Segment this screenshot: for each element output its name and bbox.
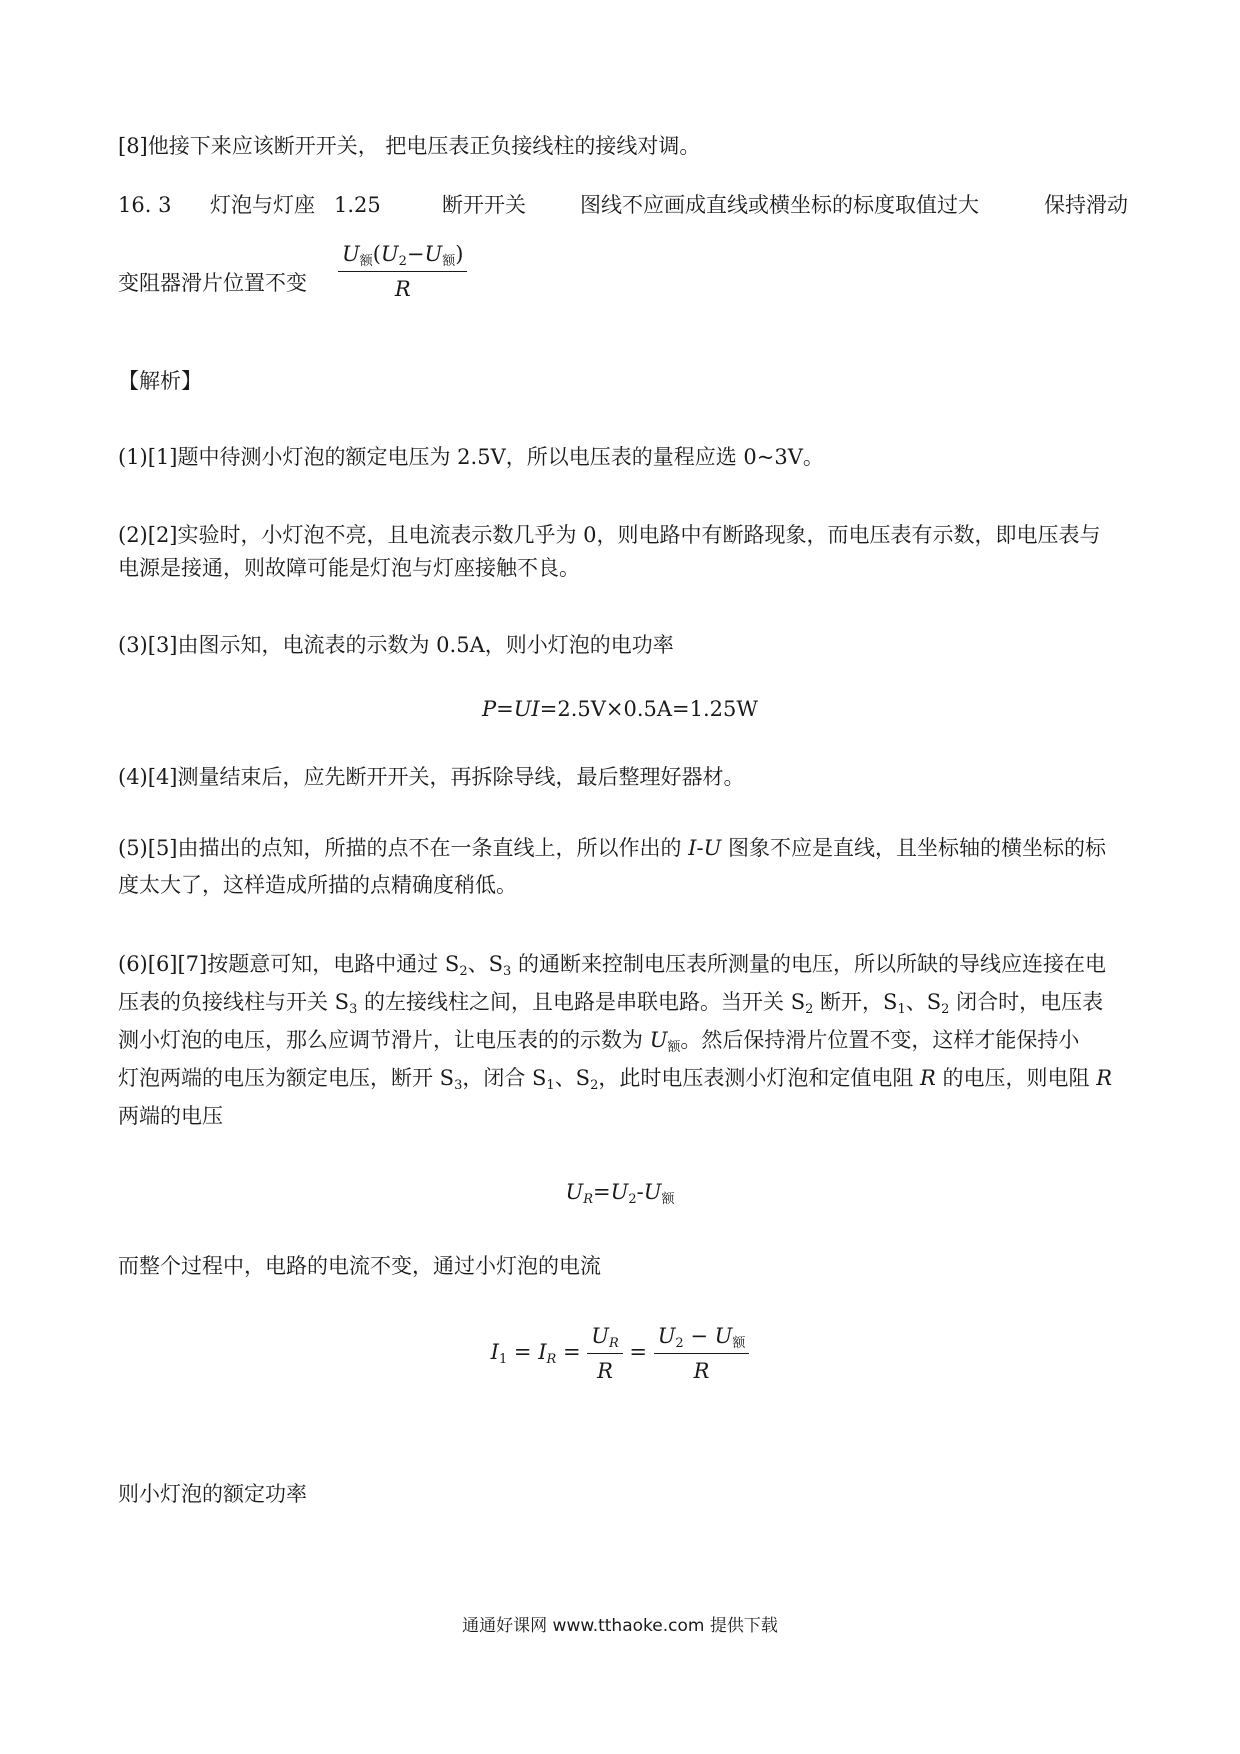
paragraph-2-line-1: (2)[2]实验时，小灯泡不亮，且电流表示数几乎为 0，则电路中有断路现象，而电压表有示数，即电压表与 bbox=[118, 523, 1101, 547]
page-footer: 通通好课网 www.tthaoke.com 提供下载 bbox=[462, 1616, 778, 1636]
paragraph-6-line-2: 压表的负接线柱与开关 $S_3$ 的左接线柱之间，且电路是串联电路。当开关 $S_2$ 断开，$S_1$、$S_2$ 闭合时，电压表 bbox=[118, 990, 1104, 1017]
paragraph-6-line-4: 灯泡两端的电压为额定电压，断开 $S_3$，闭合 $S_1$、$S_2$，此时电压表测小灯泡和定值电阻 R 的电压，则电阻 R bbox=[118, 1066, 1113, 1093]
equation-power: P=UI=2.5V×0.5A=1.25W bbox=[481, 697, 758, 721]
question-number: 16. 3 bbox=[118, 193, 172, 217]
answer-line-8: [8]他接下来应该断开开关， 把电压表正负接线柱的接线对调。 bbox=[118, 134, 701, 158]
fraction-ur-over-r: $\frac{U_R}{R}$ bbox=[587, 1322, 623, 1385]
paragraph-8: 则小灯泡的额定功率 bbox=[118, 1482, 307, 1506]
answer-row-16 bbox=[118, 190, 1128, 220]
answer-4: 图线不应画成直线或横坐标的标度取值过大 bbox=[580, 193, 979, 217]
paragraph-7: 而整个过程中，电路的电流不变，通过小灯泡的电流 bbox=[118, 1254, 601, 1278]
paragraph-2-line-2: 电源是接通，则故障可能是灯泡与灯座接触不良。 bbox=[118, 556, 580, 580]
paragraph-6-line-5: 两端的电压 bbox=[118, 1104, 223, 1128]
fraction-numerator: $U_额(U_2-U_额)$ bbox=[338, 240, 467, 272]
paragraph-1: (1)[1]题中待测小灯泡的额定电压为 2.5V，所以电压表的量程应选 0~3V。 bbox=[118, 445, 824, 469]
equation-voltage: $U_R=U_2-U_额$ bbox=[565, 1180, 675, 1207]
answer-3: 断开开关 bbox=[442, 193, 526, 217]
answer-5-part1: 保持滑动 bbox=[1044, 193, 1128, 217]
fraction-denominator: R bbox=[394, 277, 411, 301]
answer-5-part2: 变阻器滑片位置不变 bbox=[118, 271, 307, 295]
answer-6-fraction bbox=[338, 240, 467, 303]
paragraph-6-line-3: 测小灯泡的电压，那么应调节滑片，让电压表的的示数为 $U_额$。然后保持滑片位置不变，这样才能保持小 bbox=[118, 1028, 1080, 1055]
paragraph-5-line-1: (5)[5]由描出的点知，所描的点不在一条直线上，所以作出的 I-U 图象不应是直线，且坐标轴的横坐标的标 bbox=[118, 836, 1106, 860]
answer-1: 灯泡与灯座 bbox=[210, 193, 315, 217]
paragraph-5-line-2: 度太大了，这样造成所描的点精确度稍低。 bbox=[118, 873, 517, 897]
analysis-header: 【解析】 bbox=[118, 369, 202, 393]
paragraph-3: (3)[3]由图示知，电流表的示数为 0.5A，则小灯泡的电功率 bbox=[118, 633, 674, 657]
paragraph-6-line-1: (6)[6][7]按题意可知，电路中通过 $S_2$、$S_3$ 的通断来控制电压表所测量的电压，所以所缺的导线应连接在电 bbox=[118, 952, 1106, 979]
answer-2: 1.25 bbox=[334, 193, 381, 217]
equation-current: $I_1 = I_R$ = $\frac{U_R}{R}$ = $\frac{U_2 - U_额}{R}$ bbox=[0, 1322, 1240, 1385]
fraction-u2-minus-u-over-r: $\frac{U_2 - U_额}{R}$ bbox=[654, 1322, 750, 1385]
paragraph-4: (4)[4]测量结束后，应先断开开关，再拆除导线，最后整理好器材。 bbox=[118, 765, 745, 789]
